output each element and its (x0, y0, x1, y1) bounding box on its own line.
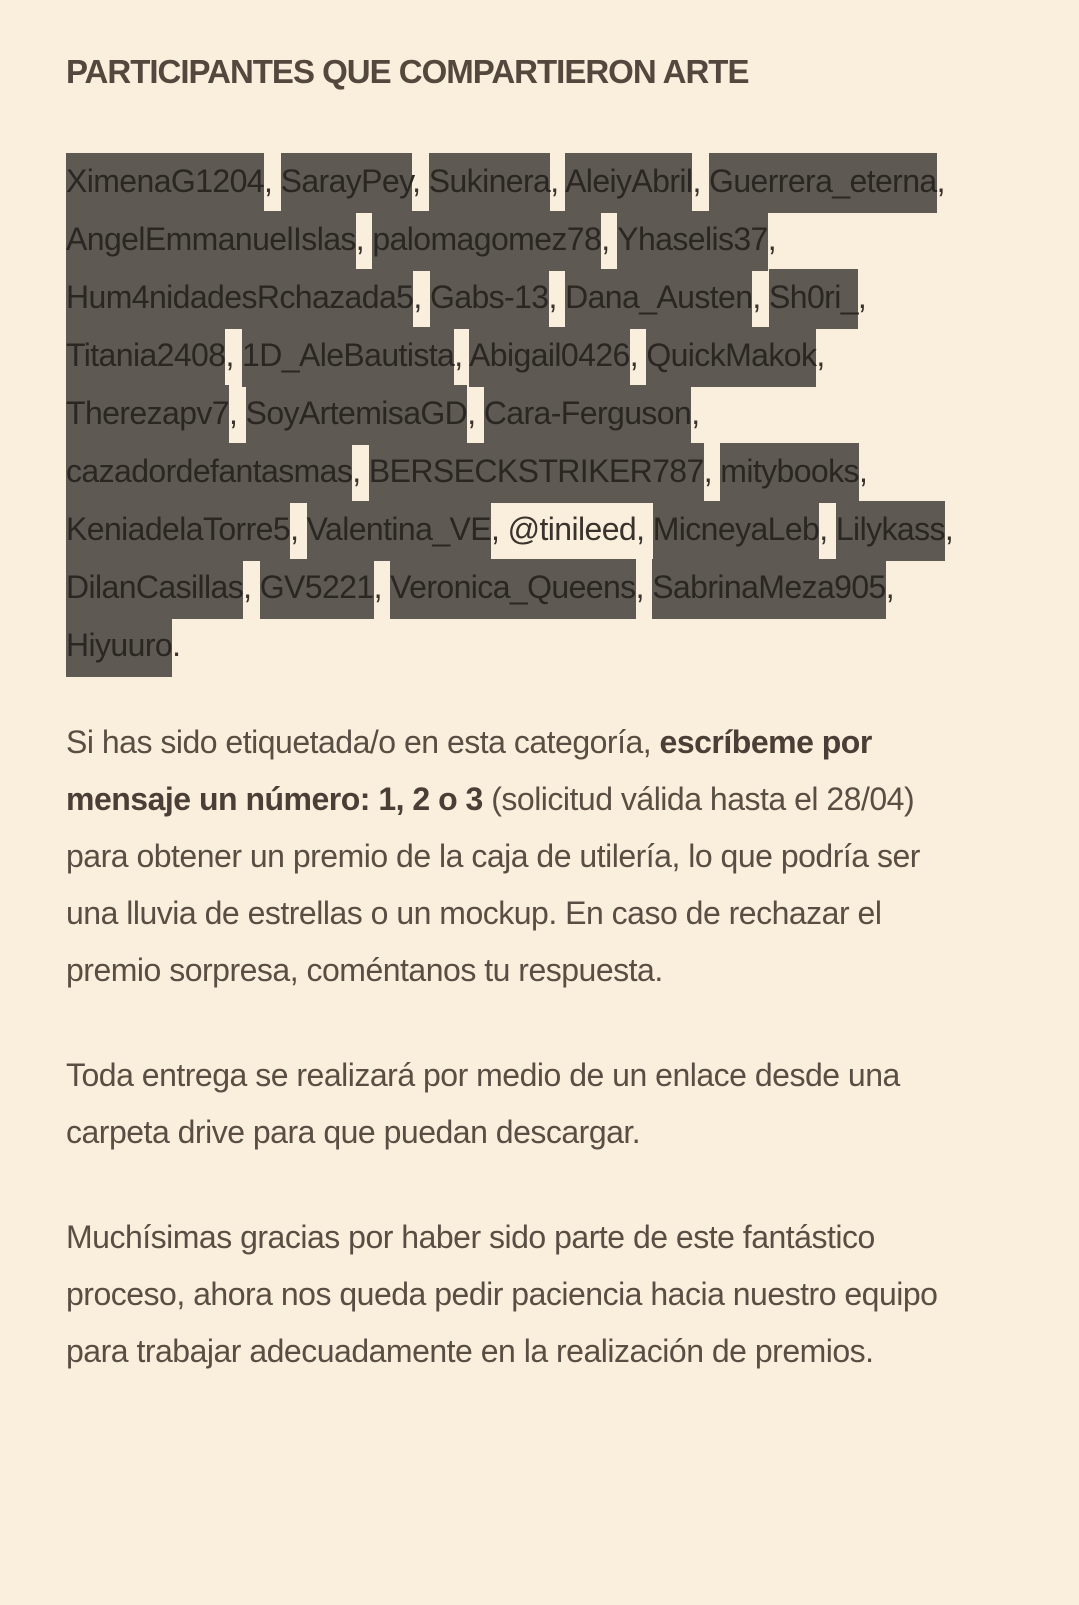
participant-username[interactable]: Sukinera (429, 153, 551, 213)
participant-username[interactable]: XimenaG1204 (66, 153, 264, 213)
participant-username[interactable]: SarayPey (281, 153, 413, 213)
participant-username[interactable]: AleiyAbril (565, 153, 692, 213)
participant-username[interactable]: palomagomez78 (372, 211, 601, 271)
participant-username[interactable]: MicneyaLeb (653, 501, 820, 561)
participant-username[interactable]: AngelEmmanuelIslas (66, 211, 356, 271)
instructions-text-end: (solicitud válida hasta el 28/04) para obtener un premio de la caja de utilería, lo que podría ser una lluvia de estrellas o un mockup. En caso de rechazar el premio sorpresa, coméntanos tu respuesta. (66, 781, 920, 988)
list-separator: , (752, 279, 770, 315)
list-separator: , (229, 395, 246, 431)
participant-username[interactable]: KeniadelaTorre5 (66, 501, 290, 561)
section-heading: PARTICIPANTES QUE COMPARTIERON ARTE (66, 53, 749, 90)
participant-username[interactable]: Veronica_Queens (390, 559, 635, 619)
delivery-paragraph: Toda entrega se realizará por medio de un enlace desde una carpeta drive para que puedan descargar. (66, 1057, 900, 1150)
list-separator: , (885, 569, 895, 605)
participant-username[interactable]: Hiyuuro (66, 617, 172, 677)
list-separator: , (601, 221, 618, 257)
list-separator: , (691, 395, 700, 431)
participant-username[interactable]: SabrinaMeza905 (652, 559, 886, 619)
list-separator: , (944, 511, 954, 547)
participant-username[interactable]: Valentina_VE (307, 501, 491, 561)
list-separator: , (692, 163, 710, 199)
participant-username[interactable]: @tinileed (507, 511, 637, 547)
participant-username[interactable]: Dana_Austen (565, 269, 752, 329)
list-separator: , (243, 569, 260, 605)
list-separator: , (373, 569, 391, 605)
participant-username[interactable]: Guerrera_eterna (709, 153, 937, 213)
participant-username[interactable]: BERSECKSTRIKER787 (369, 443, 704, 503)
participant-username[interactable]: Abigail0426 (469, 327, 630, 387)
instructions-paragraph (66, 714, 966, 999)
list-separator: , (636, 511, 653, 547)
participant-username[interactable]: Cara-Ferguson (484, 385, 691, 445)
participant-username[interactable]: Hum4nidadesRchazada5 (66, 269, 413, 329)
participant-username[interactable]: 1D_AleBautista (242, 327, 454, 387)
participant-username[interactable]: Lilykass (836, 501, 945, 561)
participant-username[interactable]: DilanCasillas (66, 559, 243, 619)
list-separator: , (413, 279, 430, 315)
list-separator: , (857, 279, 867, 315)
list-separator: , (816, 337, 825, 373)
instructions-bold-text: escríbeme por mensaje un número: 1, 2 o 3 (66, 724, 872, 817)
list-separator: , (819, 511, 836, 547)
list-separator: . (172, 627, 181, 663)
participants-list (66, 152, 966, 674)
list-separator: , (355, 221, 373, 257)
participant-username[interactable]: Therezapv7 (66, 385, 229, 445)
participant-username[interactable]: Yhaselis37 (617, 211, 768, 271)
list-separator: , (225, 337, 243, 373)
list-separator: , (290, 511, 307, 547)
list-separator: , (635, 569, 653, 605)
list-separator: , (703, 453, 721, 489)
list-separator: , (263, 163, 281, 199)
list-separator: , (454, 337, 470, 373)
participant-username[interactable]: Gabs-13 (430, 269, 549, 329)
list-separator: , (629, 337, 647, 373)
instructions-text-start: Si has sido etiquetada/o en esta categoría, (66, 724, 660, 760)
thanks-paragraph: Muchísimas gracias por haber sido parte de este fantástico proceso, ahora nos queda pedir paciencia hacia nuestro equipo para trabajar adecuadamente en la realización de premios. (66, 1219, 938, 1369)
participant-username[interactable]: cazadordefantasmas (66, 443, 352, 503)
list-separator: , (548, 279, 566, 315)
list-separator: , (936, 163, 945, 199)
list-separator: , (412, 163, 429, 199)
participant-username[interactable]: QuickMakok (646, 327, 816, 387)
participant-username[interactable]: GV5221 (260, 559, 374, 619)
list-separator: , (491, 511, 508, 547)
participant-username[interactable]: Titania2408 (66, 327, 225, 387)
list-separator: , (858, 453, 868, 489)
participant-username[interactable]: Sh0ri_ (769, 269, 858, 329)
list-separator: , (467, 395, 484, 431)
list-separator: , (550, 163, 566, 199)
list-separator: , (767, 221, 777, 257)
list-separator: , (352, 453, 369, 489)
participant-username[interactable]: mitybooks (720, 443, 859, 503)
participant-username[interactable]: SoyArtemisaGD (246, 385, 468, 445)
